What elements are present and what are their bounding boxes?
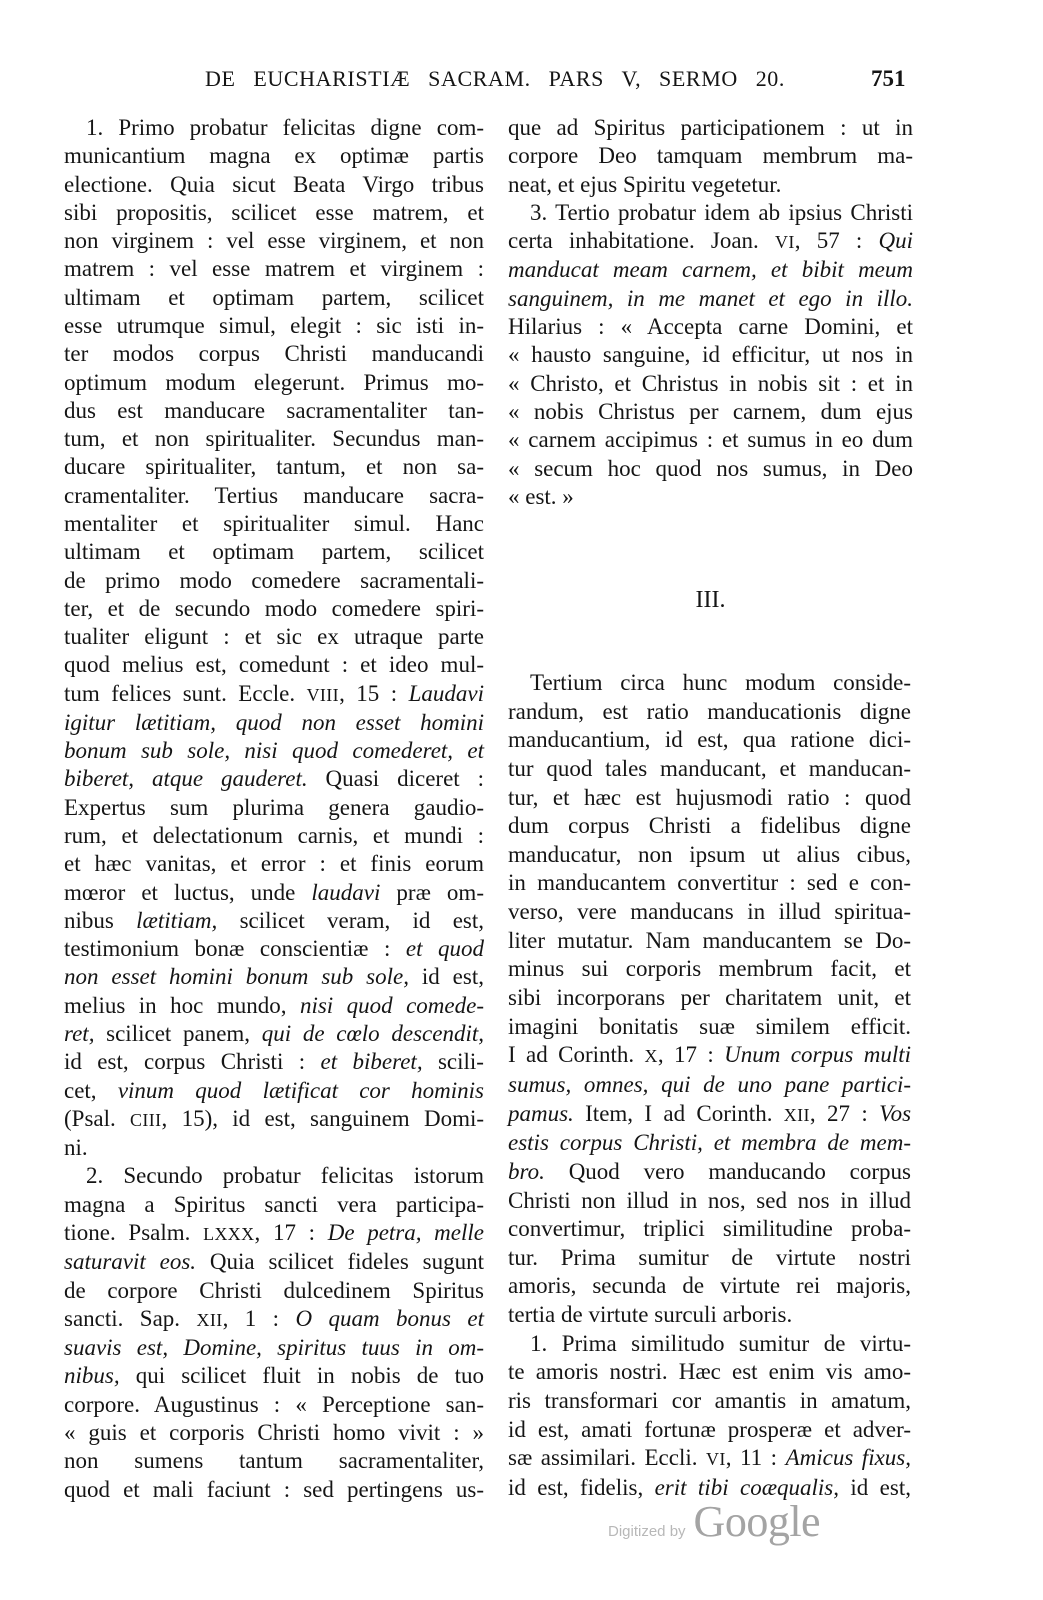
text-line xyxy=(64,312,484,340)
text-line xyxy=(64,1447,484,1475)
text-line xyxy=(64,709,484,737)
roman-text: scili- xyxy=(422,1049,484,1075)
roman-text: sæ assimilari. Eccli. xyxy=(508,1445,707,1471)
text-line xyxy=(64,1219,484,1248)
text-line xyxy=(64,482,484,510)
text-line xyxy=(508,1444,911,1474)
text-line xyxy=(508,1158,911,1187)
roman-text: , 17 : xyxy=(657,1042,725,1068)
text-line xyxy=(508,1301,911,1330)
roman-text: verso, vere manducans in illud spiritua- xyxy=(508,899,911,925)
text-line xyxy=(508,784,911,813)
text-line xyxy=(508,812,911,841)
roman-text: quod melius est, comedunt : et ideo mul- xyxy=(64,652,484,678)
text-line xyxy=(64,1419,484,1447)
text-line xyxy=(508,1129,911,1158)
roman-text: melius in hoc mundo, xyxy=(64,992,300,1018)
roman-text: optimum modum elegerunt. Primus mo- xyxy=(64,369,484,395)
roman-text: matrem : vel esse matrem et virginem : xyxy=(64,256,484,282)
roman-text: non sumens tantum sacramentaliter, xyxy=(64,1448,484,1474)
text-line xyxy=(64,1191,484,1219)
text-line xyxy=(508,483,913,511)
roman-text: corpore. Augustinus : « Perceptione san- xyxy=(64,1391,484,1417)
roman-text: sancti. Sap. xyxy=(64,1305,197,1331)
italic-text: et biberet, xyxy=(320,1049,423,1075)
italic-text: suavis est, Domine, spiritus tuus in om- xyxy=(64,1335,484,1361)
italic-text: bro. xyxy=(508,1158,545,1184)
text-line xyxy=(64,765,484,793)
roman-text: , 15 : xyxy=(339,680,409,706)
italic-text: nisi quod comede- xyxy=(299,992,484,1018)
roman-text: corpore Deo tamquam membrum ma- xyxy=(508,143,913,169)
text-line xyxy=(64,171,484,199)
roman-text: dum corpus Christi a fidelibus digne xyxy=(508,813,911,839)
small-caps-text: VIII xyxy=(306,684,340,705)
small-caps-text: LXXX xyxy=(203,1223,255,1244)
roman-text: de corpore Christi dulcedinem Spiritus xyxy=(64,1277,484,1303)
roman-text: electione. Quia sicut Beata Virgo tribus xyxy=(64,171,484,197)
text-line xyxy=(64,538,484,566)
roman-text: et hæc vanitas, et error : et finis eorum xyxy=(64,851,484,877)
small-caps-text: XII xyxy=(783,1104,810,1125)
italic-text: ret, xyxy=(64,1021,95,1046)
text-line xyxy=(64,1048,484,1076)
roman-text: tum, et non spiritualiter. Secundus man- xyxy=(64,426,484,452)
roman-text: dus est manducare sacramentaliter tan- xyxy=(64,397,484,423)
text-line xyxy=(508,1244,911,1273)
roman-text: « nobis Christus per carnem, dum ejus xyxy=(508,398,913,424)
text-line xyxy=(64,284,484,312)
text-line xyxy=(64,822,484,850)
text-line xyxy=(64,1334,484,1362)
text-line xyxy=(64,1077,484,1105)
italic-text: bonum sub sole, nisi quod comederet, et xyxy=(64,738,484,764)
text-line xyxy=(64,425,484,453)
roman-text: scilicet veram, id est, xyxy=(217,907,485,933)
text-line xyxy=(508,1272,911,1301)
text-line xyxy=(508,199,913,227)
roman-text: Quia scilicet fideles sugunt xyxy=(196,1249,484,1275)
text-line xyxy=(64,227,484,255)
roman-text: id est, xyxy=(839,1474,911,1500)
text-line xyxy=(64,935,484,963)
roman-text: randum, est ratio manducationis digne xyxy=(508,698,911,724)
italic-text: qui de cœlo descendit, xyxy=(261,1021,484,1046)
text-line xyxy=(508,1013,911,1042)
text-line xyxy=(64,114,484,142)
text-line xyxy=(508,869,911,898)
text-line xyxy=(508,1041,911,1071)
italic-text: et quod xyxy=(405,936,484,962)
roman-text: Christi non illud in nos, sed nos in illud xyxy=(508,1187,911,1213)
small-caps-text: VI xyxy=(706,1449,726,1470)
text-line xyxy=(508,841,911,870)
roman-text: « guis et corporis Christi homo vivit : » xyxy=(64,1419,484,1445)
roman-text: liter mutatur. Nam manducantem se Do- xyxy=(508,927,911,953)
text-line xyxy=(64,369,484,397)
text-line xyxy=(508,1330,911,1359)
text-line xyxy=(64,1248,484,1276)
text-line xyxy=(508,1187,911,1216)
roman-text: de primo modo comedere sacramentali- xyxy=(64,567,484,593)
text-line xyxy=(64,1105,484,1134)
roman-text: Hilarius : « Accepta carne Domini, et xyxy=(508,314,913,340)
text-line xyxy=(508,1416,911,1445)
text-line xyxy=(64,1391,484,1419)
google-logo-text: Google xyxy=(693,1497,821,1546)
roman-text: tum felices sunt. Eccle. xyxy=(64,680,307,706)
text-line xyxy=(508,1215,911,1244)
roman-text: cet, xyxy=(64,1077,118,1103)
italic-text: lætitiam, xyxy=(136,907,218,933)
italic-text: laudavi xyxy=(311,879,381,905)
text-line xyxy=(508,1071,911,1100)
italic-text: igitur lætitiam, quod non esset homini xyxy=(64,709,484,735)
text-line xyxy=(508,341,913,369)
roman-text: Quod vero manducando corpus xyxy=(544,1158,911,1184)
italic-text: estis corpus Christi, et membra de mem- xyxy=(508,1130,911,1156)
text-line xyxy=(508,898,911,927)
roman-text: tur. Prima sumitur de virtute nostri xyxy=(508,1244,911,1270)
roman-text: 3. Tertio probatur idem ab ipsius Christi xyxy=(530,199,913,225)
small-caps-text: XII xyxy=(196,1309,223,1330)
text-line xyxy=(64,142,484,170)
roman-text: id est, amati fortunæ prosperæ et adver- xyxy=(508,1416,911,1442)
roman-text: 1. Primo probatur felicitas digne com- xyxy=(86,115,484,140)
text-line xyxy=(64,397,484,425)
text-line xyxy=(508,285,913,313)
text-line xyxy=(64,1277,484,1305)
roman-text: sibi propositis, scilicet esse matrem, et xyxy=(64,199,484,225)
roman-text: , 11 : xyxy=(725,1445,786,1471)
text-line xyxy=(64,255,484,283)
text-line xyxy=(64,1020,484,1048)
text-line xyxy=(508,955,911,984)
text-line xyxy=(508,726,911,755)
running-title: DE EUCHARISTIÆ SACRAM. PARS V, SERMO 20. xyxy=(205,66,785,91)
roman-text: (Psal. xyxy=(64,1105,131,1131)
italic-text: vinum quod lætificat cor hominis xyxy=(117,1077,484,1103)
text-line xyxy=(508,256,913,284)
roman-text: mentaliter et spiritualiter simul. Hanc xyxy=(64,510,484,536)
text-line xyxy=(508,927,911,956)
italic-text: Laudavi xyxy=(408,680,484,706)
italic-text: Qui xyxy=(878,228,913,254)
roman-text: , 15), id est, sanguinem Domi- xyxy=(161,1105,485,1131)
roman-text: 2. Secundo probatur felicitas istorum xyxy=(86,1163,484,1189)
roman-text: esse utrumque simul, elegit : sic isti in- xyxy=(64,312,484,338)
text-line xyxy=(508,171,913,199)
roman-text: ris transformari cor amantis in amatum, xyxy=(508,1388,911,1414)
roman-text: I ad Corinth. xyxy=(508,1042,645,1068)
roman-text: scilicet panem, xyxy=(94,1021,262,1046)
italic-text: pamus. xyxy=(508,1100,574,1126)
roman-text: mœror et luctus, unde xyxy=(64,879,312,905)
roman-text: sibi incorporans per charitatem unit, et xyxy=(508,985,911,1011)
text-line xyxy=(64,1162,484,1190)
small-caps-text: CIII xyxy=(130,1109,162,1130)
text-line xyxy=(508,370,913,398)
italic-text: sumus, omnes, qui de uno pane partici- xyxy=(508,1071,911,1097)
roman-text: quod et mali faciunt : sed pertingens us- xyxy=(64,1476,484,1502)
small-caps-text: VI xyxy=(775,232,795,253)
roman-text: manducatur, non ipsum ut alius cibus, xyxy=(508,841,911,867)
roman-text: municantium magna ex optimæ partis xyxy=(64,143,484,169)
italic-text: O quam bonus et xyxy=(295,1305,484,1331)
text-line xyxy=(64,879,484,907)
text-line xyxy=(508,669,911,698)
left-text-column xyxy=(64,114,484,1504)
italic-text: De petra, melle xyxy=(327,1219,484,1245)
section-heading: III. xyxy=(695,587,726,613)
text-line xyxy=(508,142,913,170)
roman-text: id est, fidelis, xyxy=(508,1474,655,1500)
roman-text: tertia de virtute surculi arboris. xyxy=(508,1302,793,1328)
roman-text: tione. Psalm. xyxy=(64,1219,204,1245)
text-line xyxy=(508,455,913,483)
roman-text: te amoris nostri. Hæc est enim vis amo- xyxy=(508,1359,911,1385)
roman-text: ultimam et optimam partem, scilicet xyxy=(64,284,484,310)
text-line xyxy=(64,737,484,765)
text-line xyxy=(508,313,913,341)
text-line xyxy=(508,227,913,256)
roman-text: tur, et hæc est hujusmodi ratio : quod xyxy=(508,784,911,810)
roman-text: cramentaliter. Tertius manducare sacra- xyxy=(64,482,484,508)
roman-text: Expertus sum plurima genera gaudio- xyxy=(64,794,484,820)
italic-text: nibus, xyxy=(64,1363,120,1389)
text-line xyxy=(64,992,484,1020)
text-line xyxy=(508,755,911,784)
roman-text: amoris, secunda de virtute rei majoris, xyxy=(508,1273,911,1299)
roman-text: in manducantem convertitur : sed e con- xyxy=(508,870,911,896)
roman-text: non virginem : vel esse virginem, et non xyxy=(64,228,484,254)
text-line xyxy=(64,680,484,709)
roman-text: ter, et de secundo modo comedere spiri- xyxy=(64,595,484,621)
roman-text: « secum hoc quod nos sumus, in Deo xyxy=(508,455,913,481)
text-line xyxy=(64,510,484,538)
roman-text: Tertium circa hunc modum conside- xyxy=(530,670,911,695)
roman-text: ultimam et optimam partem, scilicet xyxy=(64,539,484,565)
roman-text: id est, xyxy=(408,964,484,990)
italic-text: non esset homini bonum sub sole, xyxy=(64,964,409,990)
text-line xyxy=(64,1134,484,1162)
roman-text: qui scilicet fluit in nobis de tuo xyxy=(119,1363,484,1389)
text-line xyxy=(64,963,484,991)
italic-text: erit tibi coæqualis, xyxy=(654,1474,840,1500)
roman-text: , 57 : xyxy=(794,228,879,254)
roman-text: præ om- xyxy=(380,879,484,905)
roman-text: 1. Prima similitudo sumitur de virtu- xyxy=(530,1330,911,1356)
text-line xyxy=(508,426,913,454)
roman-text: tualiter eligunt : et sic ex utraque parte xyxy=(64,624,484,650)
roman-text: imagini bonitatis suæ similem efficit. xyxy=(508,1013,911,1039)
italic-text: biberet, atque gauderet. xyxy=(64,766,308,792)
roman-text: , 17 : xyxy=(254,1219,328,1245)
right-text-column-upper xyxy=(508,114,913,511)
roman-text: , 27 : xyxy=(809,1100,880,1126)
text-line xyxy=(64,907,484,935)
italic-text: sanguinem, in me manet et ego in illo. xyxy=(508,285,913,311)
roman-text: « est. » xyxy=(508,483,574,509)
small-caps-text: X xyxy=(644,1046,658,1067)
text-line xyxy=(508,398,913,426)
text-line xyxy=(64,1476,484,1504)
text-line xyxy=(64,1362,484,1390)
page-number: 751 xyxy=(871,66,906,91)
text-line xyxy=(64,340,484,368)
text-line xyxy=(508,984,911,1013)
roman-text: « Christo, et Christus in nobis sit : et in xyxy=(508,370,913,396)
text-line xyxy=(64,453,484,481)
text-line xyxy=(64,623,484,651)
roman-text: Quasi diceret : xyxy=(307,766,484,792)
roman-text: ducare spiritualiter, tantum, et non sa- xyxy=(64,454,484,480)
roman-text: minus sui corporis membrum facit, et xyxy=(508,956,911,982)
roman-text: manducantium, id est, qua ratione dici- xyxy=(508,727,911,753)
roman-text: tur quod tales manducant, et manducan- xyxy=(508,755,911,781)
italic-text: Amicus fixus, xyxy=(785,1445,911,1471)
italic-text: Vos xyxy=(879,1100,912,1126)
text-line xyxy=(64,1305,484,1334)
text-line xyxy=(64,850,484,878)
roman-text: Item, I ad Corinth. xyxy=(573,1100,784,1126)
digitized-by-label: Digitized by xyxy=(608,1523,686,1540)
roman-text: testimonium bonæ conscientiæ : xyxy=(64,936,406,962)
text-line xyxy=(64,199,484,227)
roman-text: convertimur, triplici similitudine proba- xyxy=(508,1216,911,1242)
roman-text: « carnem accipimus : et sumus in eo dum xyxy=(508,427,913,453)
italic-text: Unum corpus multi xyxy=(724,1042,911,1068)
right-text-column-lower xyxy=(508,669,911,1503)
text-line xyxy=(64,651,484,679)
roman-text: certa inhabitatione. Joan. xyxy=(508,228,776,254)
italic-text: saturavit eos. xyxy=(64,1249,197,1275)
roman-text: neat, et ejus Spiritu vegetetur. xyxy=(508,171,782,197)
roman-text: nibus xyxy=(64,907,137,933)
roman-text: « hausto sanguine, id efficitur, ut nos in xyxy=(508,342,913,368)
text-line xyxy=(64,595,484,623)
text-line xyxy=(508,1100,911,1130)
roman-text: que ad Spiritus participationem : ut in xyxy=(508,115,913,140)
digitization-watermark xyxy=(608,1496,820,1547)
roman-text: id est, corpus Christi : xyxy=(64,1049,321,1075)
roman-text: rum, et delectationum carnis, et mundi : xyxy=(64,823,484,849)
text-line xyxy=(64,567,484,595)
text-line xyxy=(64,794,484,822)
roman-text: , 1 : xyxy=(222,1305,296,1331)
italic-text: manducat meam carnem, et bibit meum xyxy=(508,257,913,283)
roman-text: magna a Spiritus sancti vera participa- xyxy=(64,1191,484,1217)
text-line xyxy=(508,1358,911,1387)
text-line xyxy=(508,698,911,727)
text-line xyxy=(508,1387,911,1416)
roman-text: ni. xyxy=(64,1135,88,1161)
roman-text: ter modos corpus Christi manducandi xyxy=(64,341,484,367)
text-line xyxy=(508,114,913,142)
